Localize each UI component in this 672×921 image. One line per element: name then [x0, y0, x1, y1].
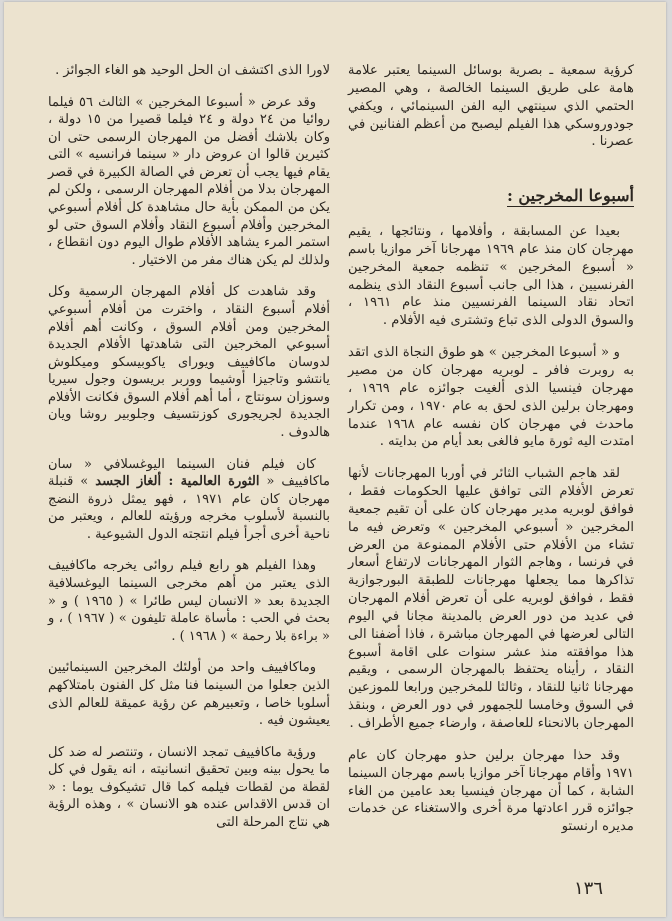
- paragraph: ورؤية ماكافييف تمجد الانسان ، وتنتصر له ضد كل ما يحول بينه وبين تحقيق انسانيته ، انه يقول في كل لقطة من لقطات فيلمه كما قال تشيكوف يوما : « ان قدس الاقداس عنده هو الانسان » ، وهذه الرؤية هي نتاج المرحلة التى: [48, 744, 330, 830]
- paragraph: [48, 456, 330, 544]
- paragraph: لاورا الذى اكتشف ان الحل الوحيد هو الغاء الجوائز .: [55, 63, 330, 78]
- paragraph: و « أسبوعا المخرجين » هو طوق النجاة الذى اتقد به روبرت فافر ـ لوبريه مهرجان كان من مصير مهرجان فينسيا الذى ألغيت جوائزه عام ١٩٦٩ ، ومهرجان برلين الذى لحق به عام ١٩٧٠ ، ومن تكرار ماحدث في مهرجان كان نفسه عام ١٩٦٨ عندما امتدت اليه ثورة مايو فالغى بعد أيام من بدايته .: [348, 345, 634, 450]
- section-heading: أسبوعا المخرجين :: [506, 186, 634, 206]
- paragraph: لقد هاجم الشباب الثائر في أوربا المهرجانات لأنها تعرض الأفلام التى توافق عليها الحكومات فقط ، فوافق لوبريه مدير مهرجان كان على أن تقيم جمعية المخرجين « أسبوعي المخرجين » وتعرض فيه ما تشاء من الأفلام حتى الأفلام الممنوعة من العرض في فرنسا ، وهاجم الثوار المهرجانات لارتفاع أسعار تذاكرها مما يجعلها مهرجانات للطبقة البورجوازية فقط ، فوافق لوبريه على أن تعرض أفلام المهرجان في عديد من دور العرض بالمدينة مجانا في اليوم التالى لعرضها في المهرجان مباشرة ، فاذا أضفنا الى هذا موافقته منذ عشر سنوات على اقامة أسبوع النقاد ، رأيناه يحتفظ بالمهرجان الرسمى ، ويقيم مهرجانا ثانيا للنقاد ، وثالثا للمخرجين ورابعا للموزعين في السوق وخامسا للجمهور في دور العرض ، وبنقذ المهرجان بالانحناء للعاصفة ، وارضاء جميع الأطراف .: [348, 466, 634, 731]
- paragraph: بعيدا عن المسابقة ، وأفلامها ، ونتائجها ، يقيم مهرجان كان منذ عام ١٩٦٩ مهرجانا آخر موازيا باسم « أسبوع المخرجين » تنظمه جمعية المخرجين الفرنسيين ، هذا الى جانب أسبوع النقاد الذى ينظمه اتحاد نقاد السينما الفرنسيين منذ عام ١٩٦١ ، والسوق الدولى الذى تباع وتشترى فيه الأفلام .: [348, 224, 634, 329]
- paragraph: وماكافييف واحد من أولئك المخرجين السينمائيين الذين جعلوا من السينما فنا مثل كل الفنون بامتلاكهم أسلوبا خاصا ، وتعبيرهم عن رؤية عميقة للعالم الذى يعيشون فيه .: [48, 660, 330, 729]
- paragraph: وقد حذا مهرجان برلين حذو مهرجان كان عام ١٩٧١ وأقام مهرجانا آخر موازيا باسم مهرجان السينما الشابة ، كما أن مهرجان فينسيا بعد عامين من الغاء جوائزه قرر اعادتها مرة أخرى والاستغناء عن خدمات مديره ارنستو: [347, 747, 634, 835]
- film-title: الثورة العالمية : ألغاز الجسد: [95, 474, 260, 490]
- paragraph: وقد شاهدت كل أفلام المهرجان الرسمية وكل أفلام أسبوع النقاد ، واخترت من أفلام أسبوعي المخرجين ومن أفلام السوق ، وكانت أهم أفلام أسبوعي المخرجين التى شاهدتها الأفلام الجديدة لدوسان ماكافييف ويوراى ياكوبيسكو وميكلوش يانتشو وتاجيزا أوشيما ووربر بريسون وجول سيريا وسوزان سونتاج ، أما أهم أفلام السوق فكانت الأفلام الجديدة لجريجورى كوزنتسيف وجلوبير روشا ويان هالدوف .: [48, 284, 330, 440]
- page-number: ١٣٦: [574, 878, 604, 899]
- right-column: [348, 62, 634, 850]
- paragraph: وقد عرض « أسبوعا المخرجين » الثالث ٥٦ فيلما روائيا من ٢٤ دولة و ٢٤ فيلما قصيرا من ١٥ دولة ، وكان بلاشك أفضل من المهرجان الرسمى حتى ان كثيرين قالوا ان عروض دار « سينما فرانسيه » التى يقام فيها يجب أن تعرض في الصالة الكبيرة في قصر المهرجان بدلا من أفلام المهرجان الرسمى ، ولكن لم يكن من الممكن بأية حال مشاهدة كل أفلام أسبوعي المخرجين وأفلام أسبوع النقاد وأفلام السوق حتى لو استمر المرء يشاهد الأفلام طوال اليوم دون انقطاع ، ولذلك لم يكن هناك مفر من الاختيار .: [48, 94, 330, 268]
- left-column: [48, 62, 330, 846]
- paragraph: وهذا الفيلم هو رابع فيلم روائى يخرجه ماكافييف الذى يعتبر من أهم مخرجى السينما اليوغسلافية الجديدة بعد « الانسان ليس طائرا » ( ١٩٦٥ ) و « بحث في الحب : مأساة عاملة تليفون » ( ١٩٦٧ ) ، و « براءة بلا رحمة » ( ١٩٦٨ ) .: [48, 558, 331, 644]
- magazine-page: [4, 2, 666, 917]
- paragraph: كرؤية سمعية ـ بصرية بوسائل السينما يعتبر علامة هامة على طريق السينما الخالصة ، وهي المصير الحتمي الذي سينتهي اليه الفن السينمائي ، ويكفي جودوروسكي هذا الفيلم ليصبح من أعظم الفنانين في عصرنا .: [348, 63, 634, 150]
- paragraph-text: كان فيلم فنان السينما اليوغسلافي « سان ماكافييف «: [48, 456, 330, 490]
- paragraph-text: » قنبلة مهرجان كان عام ١٩٧١ ، فهو يمثل ذروة النضج بالنسبة لأسلوب مخرجه ورؤيته للعالم ، ويعتبر من ناحية أخرى أجرأ فيلم انتجته الدول الشيوعية .: [48, 474, 330, 542]
